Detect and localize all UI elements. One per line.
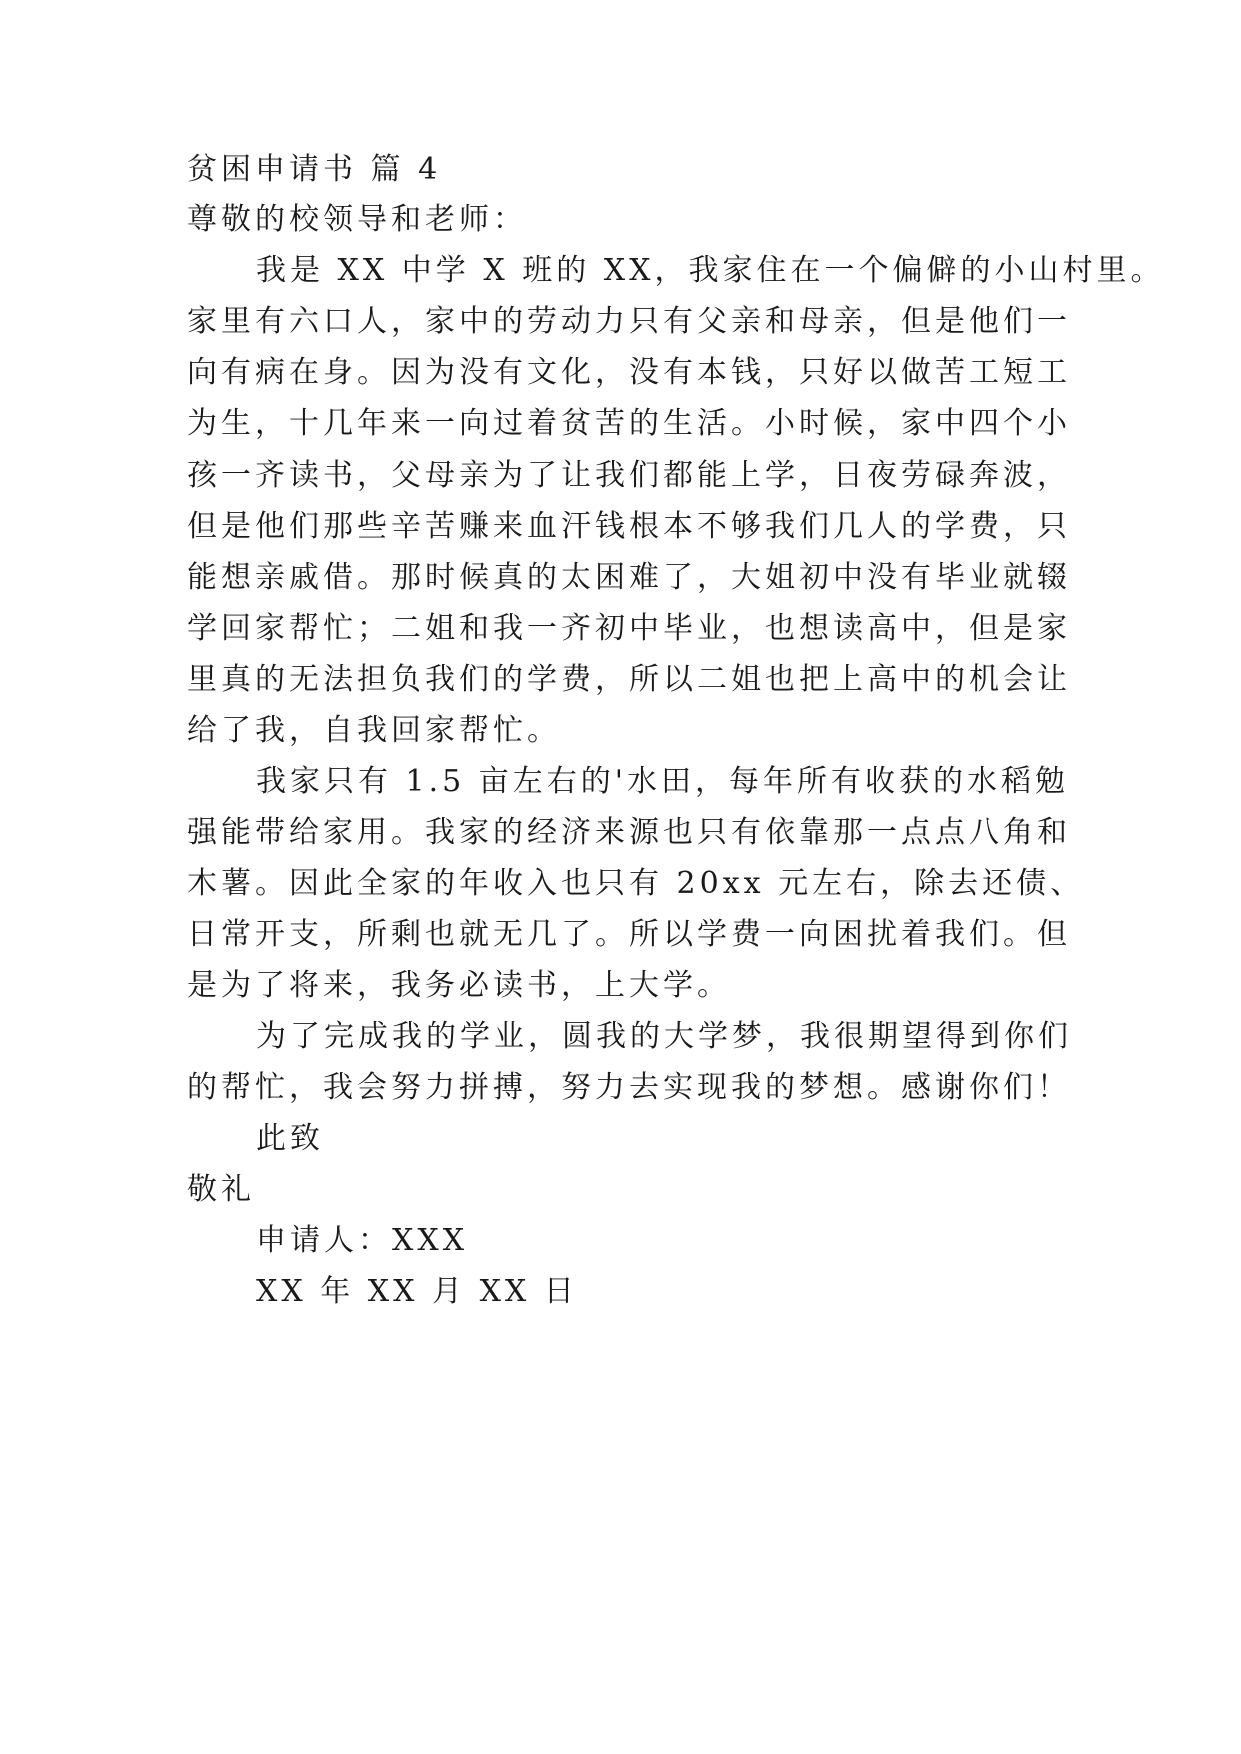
paragraph-line: 我是 XX 中学 X 班的 XX，我家住在一个偏僻的小山村里。	[256, 253, 1165, 288]
paragraph-line: 的帮忙，我会努力拼搏，努力去实现我的梦想。感谢你们！	[187, 1070, 1071, 1105]
applicant-signature: 申请人：XXX	[256, 1223, 469, 1258]
paragraph-line: 家里有六口人，家中的劳动力只有父亲和母亲，但是他们一	[187, 304, 1071, 339]
paragraph-line: 能想亲戚借。那时候真的太困难了，大姐初中没有毕业就辍	[187, 560, 1071, 595]
paragraph-line: 强能带给家用。我家的经济来源也只有依靠那一点点八角和	[187, 815, 1071, 850]
paragraph-line: 但是他们那些辛苦赚来血汗钱根本不够我们几人的学费，只	[187, 509, 1071, 544]
document-date: XX 年 XX 月 XX 日	[256, 1274, 578, 1309]
paragraph-line: 是为了将来，我务必读书，上大学。	[187, 968, 731, 1003]
paragraph-line: 日常开支，所剩也就无几了。所以学费一向困扰着我们。但	[187, 917, 1071, 952]
paragraph-line: 木薯。因此全家的年收入也只有 20xx 元左右，除去还债、	[187, 866, 1085, 901]
paragraph-line: 向有病在身。因为没有文化，没有本钱，只好以做苦工短工	[187, 355, 1071, 390]
paragraph-line: 给了我，自我回家帮忙。	[187, 713, 561, 748]
closing-line-2: 敬礼	[187, 1172, 255, 1207]
closing-line-1: 此致	[256, 1121, 324, 1156]
paragraph-line: 我家只有 1.5 亩左右的'水田，每年所有收获的水稻勉	[256, 764, 1070, 799]
paragraph-line: 为生，十几年来一向过着贫苦的生活。小时候，家中四个小	[187, 406, 1071, 441]
paragraph-line: 里真的无法担负我们的学费，所以二姐也把上高中的机会让	[187, 662, 1071, 697]
paragraph-line: 学回家帮忙；二姐和我一齐初中毕业，也想读高中，但是家	[187, 611, 1071, 646]
salutation: 尊敬的校领导和老师：	[187, 202, 527, 237]
document-title: 贫困申请书 篇 4	[187, 152, 442, 187]
paragraph-line: 孩一齐读书，父母亲为了让我们都能上学，日夜劳碌奔波，	[187, 458, 1071, 493]
paragraph-line: 为了完成我的学业，圆我的大学梦，我很期望得到你们	[256, 1019, 1072, 1054]
